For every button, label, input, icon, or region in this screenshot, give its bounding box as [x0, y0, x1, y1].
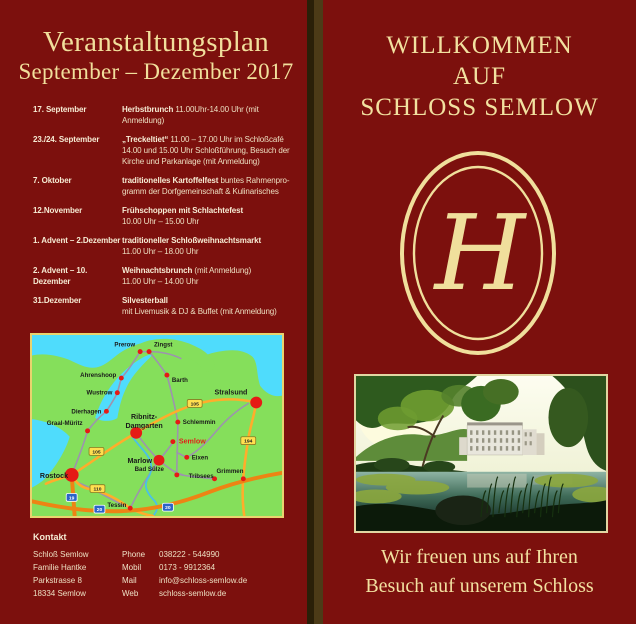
event-date: 23./24. September	[33, 135, 100, 144]
map-town-dot	[174, 472, 179, 477]
welcome-line-2: AUF	[452, 63, 506, 90]
closing-line-2: Besuch auf unserem Schloss	[365, 575, 594, 597]
contact-label: Mobil	[122, 563, 142, 572]
event-row	[33, 104, 301, 126]
contact-value: 0173 - 9912364	[159, 563, 216, 572]
map-town-label: Barth	[171, 376, 188, 384]
map-town-dot	[115, 390, 120, 395]
map-town-label: Grimmen	[216, 467, 244, 475]
map-town-dot	[175, 420, 180, 425]
event-row	[33, 295, 301, 317]
closing-line-1: Wir freuen uns auf Ihren	[381, 546, 578, 568]
map-town-label: Wustrow	[86, 389, 113, 397]
map-town-label: Eixen	[191, 454, 209, 462]
map-town-dot	[138, 349, 143, 354]
contact-address-line: Parkstrasse 8	[33, 576, 82, 585]
map-town-label: Tribsees	[188, 472, 214, 480]
map-town-dot	[104, 409, 109, 414]
contact-value: info@schloss-semlow.de	[159, 576, 248, 585]
event-date: 17. September	[33, 105, 87, 114]
map-town-label: Rostock	[39, 471, 69, 480]
map-town-dot	[241, 476, 246, 481]
road-badge-label: 20	[165, 506, 171, 512]
map-town-dot	[154, 455, 165, 466]
event-description: Frühschoppen mit Schlachtefest 10.00 Uhr – 15.00 Uhr	[122, 206, 244, 226]
event-description: Weihnachtsbrunch (mit Anmeldung) 11.00 Uhr – 14.00 Uhr	[122, 266, 252, 286]
event-date: 7. Oktober	[33, 176, 72, 185]
map-town-dot	[147, 349, 152, 354]
map-canvas	[32, 335, 282, 516]
event-row	[33, 265, 301, 287]
contact-address-line: 18334 Semlow	[33, 589, 86, 598]
event-row	[33, 175, 301, 197]
closing-text	[323, 543, 636, 601]
road-badge-label: 20	[96, 508, 103, 514]
road-badge-label: 194	[244, 439, 253, 445]
welcome-title	[323, 30, 636, 123]
contact-label: Web	[122, 589, 139, 598]
event-date: 2. Advent – 10. Dezember	[33, 266, 88, 286]
welcome-line-1: WILLKOMMEN	[386, 32, 573, 59]
fold-divider	[307, 0, 323, 624]
contact-section	[33, 531, 295, 600]
map-town-dot	[250, 397, 262, 409]
map-town-label: Zingst	[154, 341, 173, 349]
castle-photo	[354, 374, 608, 533]
event-description: „Treckeltiet“ 11.00 – 17.00 Uhr im Schloßcafé 14.00 und 15.00 Uhr Schloßführung, Besuch der Kirche und Parkanlage (mit Anmeldung)	[122, 135, 290, 166]
events-title: Veranstaltungsplan	[42, 26, 270, 58]
event-description: traditionelles Kartoffelfest buntes Rahmenpro- gramm der Dorfgemeinschaft & Kulinarisches	[122, 176, 290, 196]
map-town-label: Tessin	[107, 502, 127, 510]
contact-value: schloss-semlow.de	[159, 589, 227, 598]
map-town-dot	[164, 373, 169, 378]
map-town-dot	[170, 439, 175, 444]
contact-heading: Kontakt	[33, 532, 67, 542]
events-list	[33, 104, 301, 325]
map-town-label: Ahrenshoop	[80, 372, 117, 380]
event-date: 12.November	[33, 206, 83, 215]
map-town-dot	[119, 376, 124, 381]
welcome-line-3: SCHLOSS SEMLOW	[360, 94, 599, 121]
event-description: Silvesterball mit Livemusik & DJ & Buffet (mit Anmeldung)	[122, 296, 277, 316]
contact-label: Mail	[122, 576, 137, 585]
map-town-label: Marlow	[127, 457, 153, 466]
contact-label: Phone	[122, 550, 146, 559]
map-town-label: Prerow	[114, 341, 136, 349]
map-town-label: Schlemmin	[182, 419, 216, 427]
event-description: traditioneller Schloßweihnachtsmarkt 11.00 Uhr – 18.00 Uhr	[122, 236, 262, 256]
map-town-label: Damgarten	[125, 421, 163, 430]
event-row	[33, 134, 301, 167]
map-town-label: Bad Sülze	[134, 466, 164, 473]
map-town-label: Dierhagen	[71, 408, 102, 416]
map-town-dot	[128, 506, 133, 511]
contact-address-line: Schloß Semlow	[33, 550, 89, 559]
road-badge-label: 105	[190, 402, 199, 408]
monogram-letter: H	[434, 192, 526, 314]
contact-value: 038222 - 544990	[159, 550, 220, 559]
monogram-logo	[398, 149, 558, 357]
monogram-oval	[398, 149, 558, 357]
contact-grid	[33, 548, 295, 600]
event-description: Herbstbrunch 11.00Uhr-14.00 Uhr (mit Anmeldung)	[122, 105, 259, 125]
map-town-label: Ribnitz-	[131, 413, 158, 422]
road-badge-label: 19	[68, 496, 75, 502]
map-town-dot	[184, 455, 189, 460]
castle-photo-canvas	[356, 376, 606, 531]
event-date: 31.Dezember	[33, 296, 82, 305]
events-subtitle: September – Dezember 2017	[18, 59, 294, 84]
road-badge-label: 110	[93, 487, 102, 493]
map-town-label: Semlow	[178, 437, 206, 446]
contact-address-line: Familie Hantke	[33, 563, 87, 572]
event-row	[33, 235, 301, 257]
event-date: 1. Advent – 2.Dezember	[33, 236, 121, 245]
event-row	[33, 205, 301, 227]
map-town-dot	[85, 428, 90, 433]
road-badge-label: 105	[92, 450, 101, 456]
map-town-label: Graal-Müritz	[46, 420, 83, 427]
region-map	[30, 333, 284, 518]
map-town-label: Stralsund	[214, 388, 248, 397]
